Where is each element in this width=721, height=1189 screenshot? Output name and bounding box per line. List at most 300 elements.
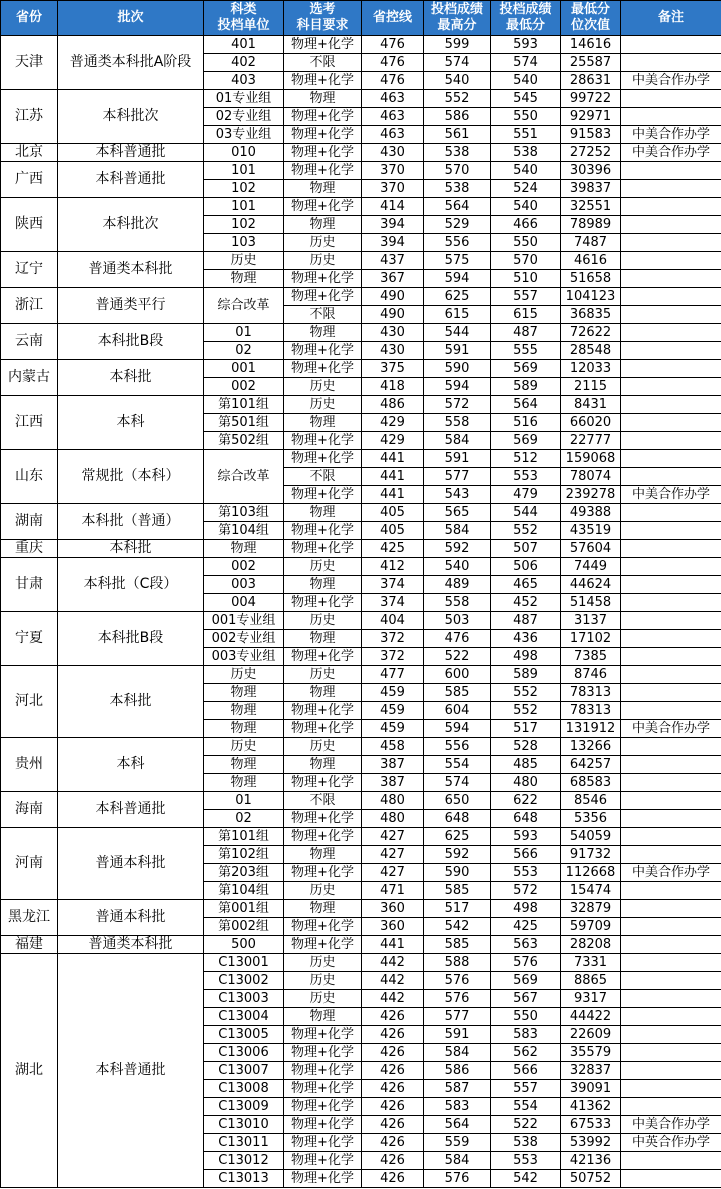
- remark-cell: [621, 180, 721, 198]
- header-min-score: 投档成绩 最低分: [491, 1, 561, 36]
- min-rank-cell: 78313: [561, 702, 621, 720]
- table-row: [1, 558, 721, 576]
- min-rank-cell: 7449: [561, 558, 621, 576]
- min-score-cell: 538: [491, 1134, 561, 1152]
- unit-cell: 03专业组: [204, 126, 284, 144]
- min-rank-cell: 9317: [561, 990, 621, 1008]
- remark-cell: 中美合作办学: [621, 720, 721, 738]
- max-score-cell: 564: [424, 1116, 491, 1134]
- remark-cell: [621, 396, 721, 414]
- subjects-cell: 物理+化学: [284, 486, 362, 504]
- batch-cell: 普通类本科批: [58, 936, 204, 954]
- subjects-cell: 物理: [284, 756, 362, 774]
- control-line-cell: 426: [362, 1080, 424, 1098]
- control-line-cell: 405: [362, 522, 424, 540]
- min-rank-cell: 35579: [561, 1044, 621, 1062]
- min-score-cell: 538: [491, 144, 561, 162]
- min-rank-cell: 8865: [561, 972, 621, 990]
- remark-cell: [621, 90, 721, 108]
- control-line-cell: 360: [362, 918, 424, 936]
- control-line-cell: 430: [362, 144, 424, 162]
- unit-cell: C13005: [204, 1026, 284, 1044]
- min-rank-cell: 112668: [561, 864, 621, 882]
- province-cell: 宁夏: [1, 612, 58, 666]
- control-line-cell: 427: [362, 828, 424, 846]
- max-score-cell: 542: [424, 918, 491, 936]
- control-line-cell: 442: [362, 972, 424, 990]
- remark-cell: [621, 1080, 721, 1098]
- remark-cell: [621, 54, 721, 72]
- batch-cell: 本科批: [58, 666, 204, 738]
- control-line-cell: 480: [362, 792, 424, 810]
- min-score-cell: 572: [491, 882, 561, 900]
- remark-cell: [621, 1062, 721, 1080]
- control-line-cell: 394: [362, 216, 424, 234]
- subjects-cell: 不限: [284, 306, 362, 324]
- min-score-cell: 583: [491, 1026, 561, 1044]
- min-rank-cell: 22609: [561, 1026, 621, 1044]
- min-rank-cell: 3137: [561, 612, 621, 630]
- min-rank-cell: 54059: [561, 828, 621, 846]
- remark-cell: [621, 468, 721, 486]
- max-score-cell: 503: [424, 612, 491, 630]
- min-score-cell: 512: [491, 450, 561, 468]
- min-score-cell: 574: [491, 54, 561, 72]
- min-rank-cell: 91732: [561, 846, 621, 864]
- min-rank-cell: 32837: [561, 1062, 621, 1080]
- min-score-cell: 589: [491, 666, 561, 684]
- max-score-cell: 577: [424, 468, 491, 486]
- control-line-cell: 426: [362, 1062, 424, 1080]
- table-row: [1, 396, 721, 414]
- max-score-cell: 585: [424, 684, 491, 702]
- max-score-cell: 576: [424, 972, 491, 990]
- min-score-cell: 569: [491, 972, 561, 990]
- control-line-cell: 442: [362, 954, 424, 972]
- subjects-cell: 物理+化学: [284, 144, 362, 162]
- min-score-cell: 479: [491, 486, 561, 504]
- batch-cell: 普通类本科批: [58, 252, 204, 288]
- min-score-cell: 524: [491, 180, 561, 198]
- min-rank-cell: 78313: [561, 684, 621, 702]
- min-rank-cell: 30396: [561, 162, 621, 180]
- max-score-cell: 576: [424, 990, 491, 1008]
- min-rank-cell: 28548: [561, 342, 621, 360]
- min-score-cell: 487: [491, 324, 561, 342]
- max-score-cell: 517: [424, 900, 491, 918]
- unit-cell: C13004: [204, 1008, 284, 1026]
- subjects-cell: 物理+化学: [284, 288, 362, 306]
- table-row: [1, 612, 721, 630]
- unit-cell: 101: [204, 162, 284, 180]
- min-score-cell: 552: [491, 702, 561, 720]
- min-rank-cell: 25587: [561, 54, 621, 72]
- min-rank-cell: 78989: [561, 216, 621, 234]
- batch-cell: 本科: [58, 738, 204, 792]
- unit-cell: 第501组: [204, 414, 284, 432]
- subjects-cell: 物理+化学: [284, 774, 362, 792]
- max-score-cell: 591: [424, 450, 491, 468]
- subjects-cell: 物理+化学: [284, 198, 362, 216]
- min-rank-cell: 59709: [561, 918, 621, 936]
- subjects-cell: 历史: [284, 252, 362, 270]
- max-score-cell: 588: [424, 954, 491, 972]
- control-line-cell: 476: [362, 72, 424, 90]
- subjects-cell: 物理: [284, 324, 362, 342]
- subjects-cell: 物理: [284, 504, 362, 522]
- unit-cell: 物理: [204, 540, 284, 558]
- min-rank-cell: 64257: [561, 756, 621, 774]
- table-row: [1, 144, 721, 162]
- remark-cell: 中美合作办学: [621, 72, 721, 90]
- remark-cell: [621, 288, 721, 306]
- remark-cell: [621, 702, 721, 720]
- min-rank-cell: 72622: [561, 324, 621, 342]
- control-line-cell: 427: [362, 864, 424, 882]
- control-line-cell: 490: [362, 306, 424, 324]
- max-score-cell: 599: [424, 36, 491, 54]
- table-row: [1, 288, 721, 306]
- control-line-cell: 490: [362, 288, 424, 306]
- subjects-cell: 物理+化学: [284, 126, 362, 144]
- max-score-cell: 600: [424, 666, 491, 684]
- subjects-cell: 不限: [284, 468, 362, 486]
- province-cell: 海南: [1, 792, 58, 828]
- unit-cell: 历史: [204, 252, 284, 270]
- remark-cell: [621, 810, 721, 828]
- table-row: [1, 252, 721, 270]
- min-rank-cell: 14616: [561, 36, 621, 54]
- max-score-cell: 558: [424, 594, 491, 612]
- subjects-cell: 物理+化学: [284, 936, 362, 954]
- min-rank-cell: 32551: [561, 198, 621, 216]
- province-cell: 黑龙江: [1, 900, 58, 936]
- remark-cell: [621, 1152, 721, 1170]
- remark-cell: [621, 684, 721, 702]
- min-score-cell: 553: [491, 468, 561, 486]
- remark-cell: [621, 378, 721, 396]
- subjects-cell: 物理+化学: [284, 1170, 362, 1188]
- min-rank-cell: 159068: [561, 450, 621, 468]
- control-line-cell: 459: [362, 684, 424, 702]
- min-score-cell: 569: [491, 360, 561, 378]
- batch-cell: 本科批（C段）: [58, 558, 204, 612]
- remark-cell: [621, 666, 721, 684]
- min-score-cell: 562: [491, 1044, 561, 1062]
- min-score-cell: 576: [491, 954, 561, 972]
- subjects-cell: 历史: [284, 612, 362, 630]
- subjects-cell: 物理+化学: [284, 1062, 362, 1080]
- subjects-cell: 历史: [284, 234, 362, 252]
- control-line-cell: 429: [362, 414, 424, 432]
- table-body: [1, 36, 721, 1188]
- min-score-cell: 436: [491, 630, 561, 648]
- max-score-cell: 476: [424, 630, 491, 648]
- min-rank-cell: 41362: [561, 1098, 621, 1116]
- unit-cell: 401: [204, 36, 284, 54]
- min-rank-cell: 42136: [561, 1152, 621, 1170]
- table-row: [1, 360, 721, 378]
- header-control-line: 省控线: [362, 1, 424, 36]
- province-cell: 陕西: [1, 198, 58, 252]
- unit-cell: 物理: [204, 270, 284, 288]
- min-rank-cell: 5356: [561, 810, 621, 828]
- min-rank-cell: 12033: [561, 360, 621, 378]
- province-cell: 河南: [1, 828, 58, 900]
- min-rank-cell: 13266: [561, 738, 621, 756]
- min-score-cell: 452: [491, 594, 561, 612]
- province-cell: 湖南: [1, 504, 58, 540]
- unit-cell: 402: [204, 54, 284, 72]
- batch-cell: 常规批（本科）: [58, 450, 204, 504]
- min-score-cell: 545: [491, 90, 561, 108]
- batch-cell: 本科批（普通）: [58, 504, 204, 540]
- max-score-cell: 585: [424, 882, 491, 900]
- table-row: [1, 540, 721, 558]
- remark-cell: [621, 234, 721, 252]
- min-rank-cell: 4616: [561, 252, 621, 270]
- min-score-cell: 589: [491, 378, 561, 396]
- unit-cell: 002: [204, 378, 284, 396]
- min-score-cell: 540: [491, 198, 561, 216]
- control-line-cell: 360: [362, 900, 424, 918]
- control-line-cell: 480: [362, 810, 424, 828]
- remark-cell: [621, 738, 721, 756]
- remark-cell: 中美合作办学: [621, 126, 721, 144]
- unit-cell: 物理: [204, 684, 284, 702]
- table-row: [1, 36, 721, 54]
- province-cell: 辽宁: [1, 252, 58, 288]
- subjects-cell: 物理+化学: [284, 648, 362, 666]
- min-rank-cell: 36835: [561, 306, 621, 324]
- header-remark: 备注: [621, 1, 721, 36]
- control-line-cell: 405: [362, 504, 424, 522]
- header-row: [1, 1, 721, 36]
- remark-cell: [621, 936, 721, 954]
- max-score-cell: 556: [424, 234, 491, 252]
- subjects-cell: 物理: [284, 90, 362, 108]
- unit-cell: 101: [204, 198, 284, 216]
- max-score-cell: 594: [424, 720, 491, 738]
- remark-cell: [621, 954, 721, 972]
- max-score-cell: 559: [424, 1134, 491, 1152]
- max-score-cell: 594: [424, 378, 491, 396]
- max-score-cell: 575: [424, 252, 491, 270]
- control-line-cell: 387: [362, 756, 424, 774]
- max-score-cell: 648: [424, 810, 491, 828]
- control-line-cell: 463: [362, 126, 424, 144]
- remark-cell: [621, 756, 721, 774]
- subjects-cell: 物理+化学: [284, 342, 362, 360]
- unit-cell: 004: [204, 594, 284, 612]
- batch-cell: 本科批B段: [58, 612, 204, 666]
- subjects-cell: 物理+化学: [284, 810, 362, 828]
- min-rank-cell: 51658: [561, 270, 621, 288]
- max-score-cell: 592: [424, 540, 491, 558]
- remark-cell: 中美合作办学: [621, 144, 721, 162]
- max-score-cell: 604: [424, 702, 491, 720]
- min-score-cell: 498: [491, 900, 561, 918]
- remark-cell: [621, 360, 721, 378]
- control-line-cell: 404: [362, 612, 424, 630]
- remark-cell: [621, 846, 721, 864]
- min-score-cell: 570: [491, 252, 561, 270]
- unit-cell: C13011: [204, 1134, 284, 1152]
- subjects-cell: 物理+化学: [284, 1098, 362, 1116]
- table-row: [1, 792, 721, 810]
- unit-cell: 02: [204, 342, 284, 360]
- max-score-cell: 583: [424, 1098, 491, 1116]
- min-rank-cell: 39091: [561, 1080, 621, 1098]
- subjects-cell: 物理: [284, 216, 362, 234]
- min-score-cell: 593: [491, 828, 561, 846]
- control-line-cell: 429: [362, 432, 424, 450]
- min-rank-cell: 49388: [561, 504, 621, 522]
- control-line-cell: 426: [362, 1134, 424, 1152]
- control-line-cell: 442: [362, 990, 424, 1008]
- control-line-cell: 426: [362, 1026, 424, 1044]
- max-score-cell: 544: [424, 324, 491, 342]
- min-rank-cell: 91583: [561, 126, 621, 144]
- remark-cell: [621, 414, 721, 432]
- unit-cell: C13013: [204, 1170, 284, 1188]
- remark-cell: [621, 972, 721, 990]
- remark-cell: [621, 252, 721, 270]
- remark-cell: [621, 342, 721, 360]
- batch-cell: 普通类本科批A阶段: [58, 36, 204, 90]
- unit-cell: C13006: [204, 1044, 284, 1062]
- batch-cell: 本科普通批: [58, 954, 204, 1188]
- control-line-cell: 387: [362, 774, 424, 792]
- subjects-cell: 物理+化学: [284, 450, 362, 468]
- min-score-cell: 542: [491, 1170, 561, 1188]
- province-cell: 内蒙古: [1, 360, 58, 396]
- min-rank-cell: 27252: [561, 144, 621, 162]
- max-score-cell: 552: [424, 90, 491, 108]
- table-row: [1, 90, 721, 108]
- min-rank-cell: 22777: [561, 432, 621, 450]
- min-score-cell: 564: [491, 396, 561, 414]
- remark-cell: [621, 450, 721, 468]
- subjects-cell: 物理+化学: [284, 828, 362, 846]
- header-unit: 科类 投档单位: [204, 1, 284, 36]
- min-score-cell: 466: [491, 216, 561, 234]
- remark-cell: [621, 828, 721, 846]
- min-score-cell: 516: [491, 414, 561, 432]
- max-score-cell: 590: [424, 360, 491, 378]
- unit-cell: 第203组: [204, 864, 284, 882]
- min-rank-cell: 50752: [561, 1170, 621, 1188]
- province-cell: 福建: [1, 936, 58, 954]
- unit-cell: 物理: [204, 702, 284, 720]
- unit-cell: 第104组: [204, 522, 284, 540]
- batch-cell: 本科批次: [58, 198, 204, 252]
- batch-cell: 本科普通批: [58, 162, 204, 198]
- header-subjects: 选考 科目要求: [284, 1, 362, 36]
- max-score-cell: 577: [424, 1008, 491, 1026]
- max-score-cell: 592: [424, 846, 491, 864]
- table-row: [1, 198, 721, 216]
- unit-cell: 01: [204, 324, 284, 342]
- subjects-cell: 物理+化学: [284, 1134, 362, 1152]
- remark-cell: [621, 504, 721, 522]
- min-rank-cell: 104123: [561, 288, 621, 306]
- min-rank-cell: 7385: [561, 648, 621, 666]
- min-score-cell: 550: [491, 108, 561, 126]
- control-line-cell: 412: [362, 558, 424, 576]
- remark-cell: [621, 1026, 721, 1044]
- min-rank-cell: 44624: [561, 576, 621, 594]
- unit-cell: 历史: [204, 738, 284, 756]
- subjects-cell: 物理+化学: [284, 72, 362, 90]
- unit-cell: 第104组: [204, 882, 284, 900]
- batch-cell: 普通本科批: [58, 828, 204, 900]
- subjects-cell: 物理+化学: [284, 702, 362, 720]
- remark-cell: [621, 324, 721, 342]
- unit-cell: C13001: [204, 954, 284, 972]
- max-score-cell: 561: [424, 126, 491, 144]
- subjects-cell: 物理+化学: [284, 1026, 362, 1044]
- max-score-cell: 591: [424, 1026, 491, 1044]
- unit-cell: 403: [204, 72, 284, 90]
- max-score-cell: 489: [424, 576, 491, 594]
- remark-cell: [621, 882, 721, 900]
- remark-cell: [621, 270, 721, 288]
- min-score-cell: 555: [491, 342, 561, 360]
- table-row: [1, 324, 721, 342]
- control-line-cell: 374: [362, 594, 424, 612]
- subjects-cell: 物理: [284, 576, 362, 594]
- control-line-cell: 372: [362, 630, 424, 648]
- subjects-cell: 物理: [284, 684, 362, 702]
- batch-cell: 本科批B段: [58, 324, 204, 360]
- control-line-cell: 441: [362, 936, 424, 954]
- max-score-cell: 556: [424, 738, 491, 756]
- subjects-cell: 物理: [284, 414, 362, 432]
- control-line-cell: 477: [362, 666, 424, 684]
- max-score-cell: 585: [424, 936, 491, 954]
- max-score-cell: 625: [424, 288, 491, 306]
- min-score-cell: 648: [491, 810, 561, 828]
- control-line-cell: 430: [362, 324, 424, 342]
- batch-cell: 本科批: [58, 360, 204, 396]
- control-line-cell: 426: [362, 1098, 424, 1116]
- control-line-cell: 426: [362, 1008, 424, 1026]
- remark-cell: [621, 990, 721, 1008]
- control-line-cell: 463: [362, 90, 424, 108]
- control-line-cell: 375: [362, 360, 424, 378]
- max-score-cell: 591: [424, 342, 491, 360]
- remark-cell: [621, 594, 721, 612]
- remark-cell: [621, 774, 721, 792]
- max-score-cell: 615: [424, 306, 491, 324]
- min-score-cell: 485: [491, 756, 561, 774]
- unit-cell: 001专业组: [204, 612, 284, 630]
- unit-cell: 第103组: [204, 504, 284, 522]
- max-score-cell: 574: [424, 54, 491, 72]
- unit-cell: 历史: [204, 666, 284, 684]
- unit-cell: 102: [204, 180, 284, 198]
- province-cell: 贵州: [1, 738, 58, 792]
- min-rank-cell: 131912: [561, 720, 621, 738]
- control-line-cell: 459: [362, 720, 424, 738]
- subjects-cell: 物理+化学: [284, 108, 362, 126]
- unit-cell: 第002组: [204, 918, 284, 936]
- max-score-cell: 554: [424, 756, 491, 774]
- remark-cell: [621, 108, 721, 126]
- subjects-cell: 历史: [284, 558, 362, 576]
- min-rank-cell: 43519: [561, 522, 621, 540]
